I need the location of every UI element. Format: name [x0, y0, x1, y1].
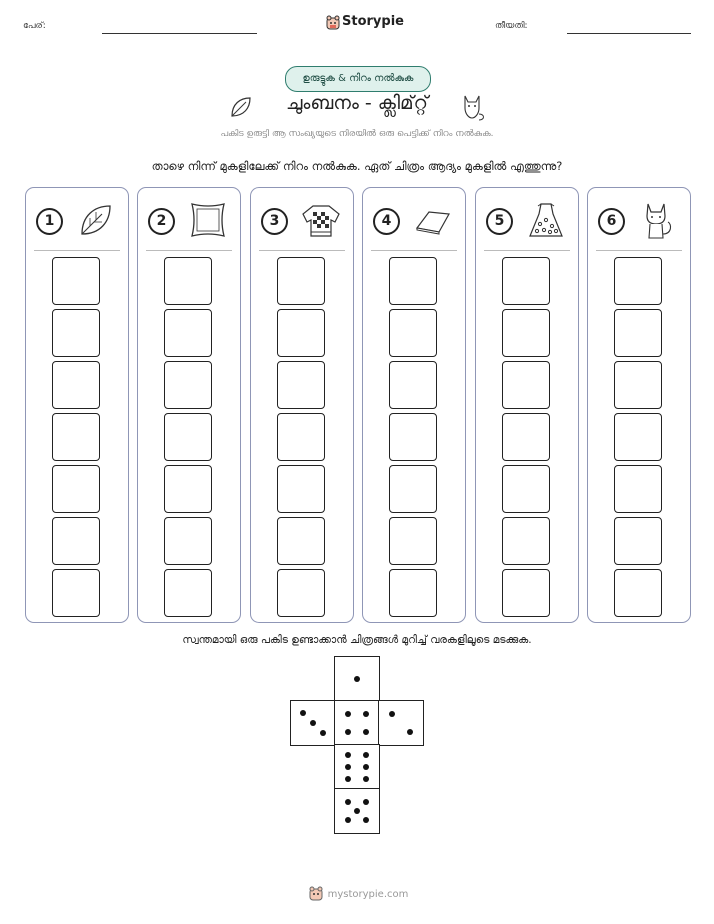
- color-box[interactable]: [277, 517, 325, 565]
- color-box[interactable]: [614, 465, 662, 513]
- die-pip: [345, 764, 351, 770]
- column-5: [475, 187, 579, 623]
- die-face-5: [334, 788, 380, 834]
- color-box[interactable]: [614, 257, 662, 305]
- color-box[interactable]: [277, 257, 325, 305]
- color-box[interactable]: [277, 309, 325, 357]
- cut-fold-instruction: സ്വന്തമായി ഒരു പകിട ഉണ്ടാക്കാൻ ചിത്രങ്ങൾ മുറിച്ച് വരകളിലൂടെ മടക്കുക.: [182, 634, 532, 646]
- column-number: 2: [148, 208, 175, 235]
- date-label: തീയതി:: [495, 21, 528, 31]
- color-box[interactable]: [277, 465, 325, 513]
- blanket-icon: [413, 200, 453, 240]
- color-box[interactable]: [389, 569, 437, 617]
- color-box[interactable]: [52, 465, 100, 513]
- page-title: ചുംബനം - ക്ലിമ്റ്റ്: [285, 92, 429, 114]
- color-box[interactable]: [389, 309, 437, 357]
- color-box[interactable]: [502, 413, 550, 461]
- column-divider: [484, 250, 570, 251]
- column-1: [25, 187, 129, 623]
- die-face-4: [334, 700, 380, 746]
- color-box[interactable]: [389, 517, 437, 565]
- dress-icon: [526, 200, 566, 240]
- storypie-mascot-icon: [325, 14, 341, 30]
- die-pip: [310, 720, 316, 726]
- die-pip: [363, 799, 369, 805]
- die-face-1: [334, 656, 380, 702]
- page-subtitle: പകിട ഉരുട്ടി ആ സംഖ്യയുടെ നിരയിൽ ഒരു പെട്ടിക്ക് നിറം നൽകുക.: [220, 129, 494, 139]
- cat-title-icon: [459, 92, 487, 122]
- color-box[interactable]: [277, 569, 325, 617]
- color-box[interactable]: [164, 465, 212, 513]
- color-box[interactable]: [502, 517, 550, 565]
- die-pip: [363, 711, 369, 717]
- column-divider: [146, 250, 232, 251]
- die-pip: [354, 808, 360, 814]
- die-pip: [363, 817, 369, 823]
- die-pip: [389, 711, 395, 717]
- color-box[interactable]: [389, 257, 437, 305]
- color-box[interactable]: [614, 361, 662, 409]
- column-3: [250, 187, 354, 623]
- sweater-icon: [301, 200, 341, 240]
- color-box[interactable]: [277, 413, 325, 461]
- color-box[interactable]: [52, 413, 100, 461]
- cat-icon: [638, 200, 678, 240]
- column-number: 1: [36, 208, 63, 235]
- name-label: പേര്:: [23, 21, 46, 31]
- column-number: 6: [598, 208, 625, 235]
- color-box[interactable]: [52, 361, 100, 409]
- column-divider: [259, 250, 345, 251]
- die-face-2: [378, 700, 424, 746]
- column-number: 3: [261, 208, 288, 235]
- column-4: [362, 187, 466, 623]
- column-divider: [34, 250, 120, 251]
- color-box[interactable]: [389, 413, 437, 461]
- color-box[interactable]: [614, 309, 662, 357]
- die-pip: [345, 752, 351, 758]
- footer-url: mystorypie.com: [327, 889, 409, 900]
- die-face-6: [334, 744, 380, 790]
- die-pip: [363, 776, 369, 782]
- column-number: 5: [486, 208, 513, 235]
- brand-name: Storypie: [342, 14, 404, 29]
- color-box[interactable]: [502, 569, 550, 617]
- die-pip: [345, 817, 351, 823]
- column-divider: [371, 250, 457, 251]
- color-box[interactable]: [164, 569, 212, 617]
- color-box[interactable]: [614, 413, 662, 461]
- activity-badge: ഉരുട്ടുക & നിറം നൽകുക: [285, 66, 431, 92]
- instruction-text: താഴെ നിന്ന് മുകളിലേക്ക് നിറം നൽകുക. ഏത് ചിത്രം ആദ്യം മുകളിൽ എത്തുന്നു?: [151, 159, 563, 173]
- color-box[interactable]: [52, 309, 100, 357]
- color-box[interactable]: [52, 257, 100, 305]
- color-box[interactable]: [164, 517, 212, 565]
- die-pip: [345, 799, 351, 805]
- die-pip: [363, 764, 369, 770]
- color-box[interactable]: [52, 517, 100, 565]
- die-pip: [345, 776, 351, 782]
- date-line[interactable]: [567, 33, 691, 34]
- brand-logo: [325, 13, 404, 33]
- color-box[interactable]: [502, 465, 550, 513]
- column-number: 4: [373, 208, 400, 235]
- color-box[interactable]: [502, 361, 550, 409]
- color-box[interactable]: [614, 517, 662, 565]
- color-box[interactable]: [164, 361, 212, 409]
- die-pip: [363, 752, 369, 758]
- color-box[interactable]: [164, 309, 212, 357]
- die-pip: [345, 711, 351, 717]
- color-box[interactable]: [389, 361, 437, 409]
- column-divider: [596, 250, 682, 251]
- die-pip: [363, 729, 369, 735]
- die-pip: [300, 710, 306, 716]
- leaf-icon: [76, 200, 116, 240]
- column-6: [587, 187, 691, 623]
- die-pip: [407, 729, 413, 735]
- die-pip: [320, 730, 326, 736]
- name-line[interactable]: [102, 33, 257, 34]
- column-2: [137, 187, 241, 623]
- color-box[interactable]: [277, 361, 325, 409]
- color-box[interactable]: [614, 569, 662, 617]
- color-box[interactable]: [164, 257, 212, 305]
- color-box[interactable]: [164, 413, 212, 461]
- pillow-icon: [188, 200, 228, 240]
- die-pip: [354, 676, 360, 682]
- color-box[interactable]: [389, 465, 437, 513]
- color-box[interactable]: [502, 309, 550, 357]
- die-face-3: [290, 700, 336, 746]
- color-box[interactable]: [502, 257, 550, 305]
- color-box[interactable]: [52, 569, 100, 617]
- die-pip: [345, 729, 351, 735]
